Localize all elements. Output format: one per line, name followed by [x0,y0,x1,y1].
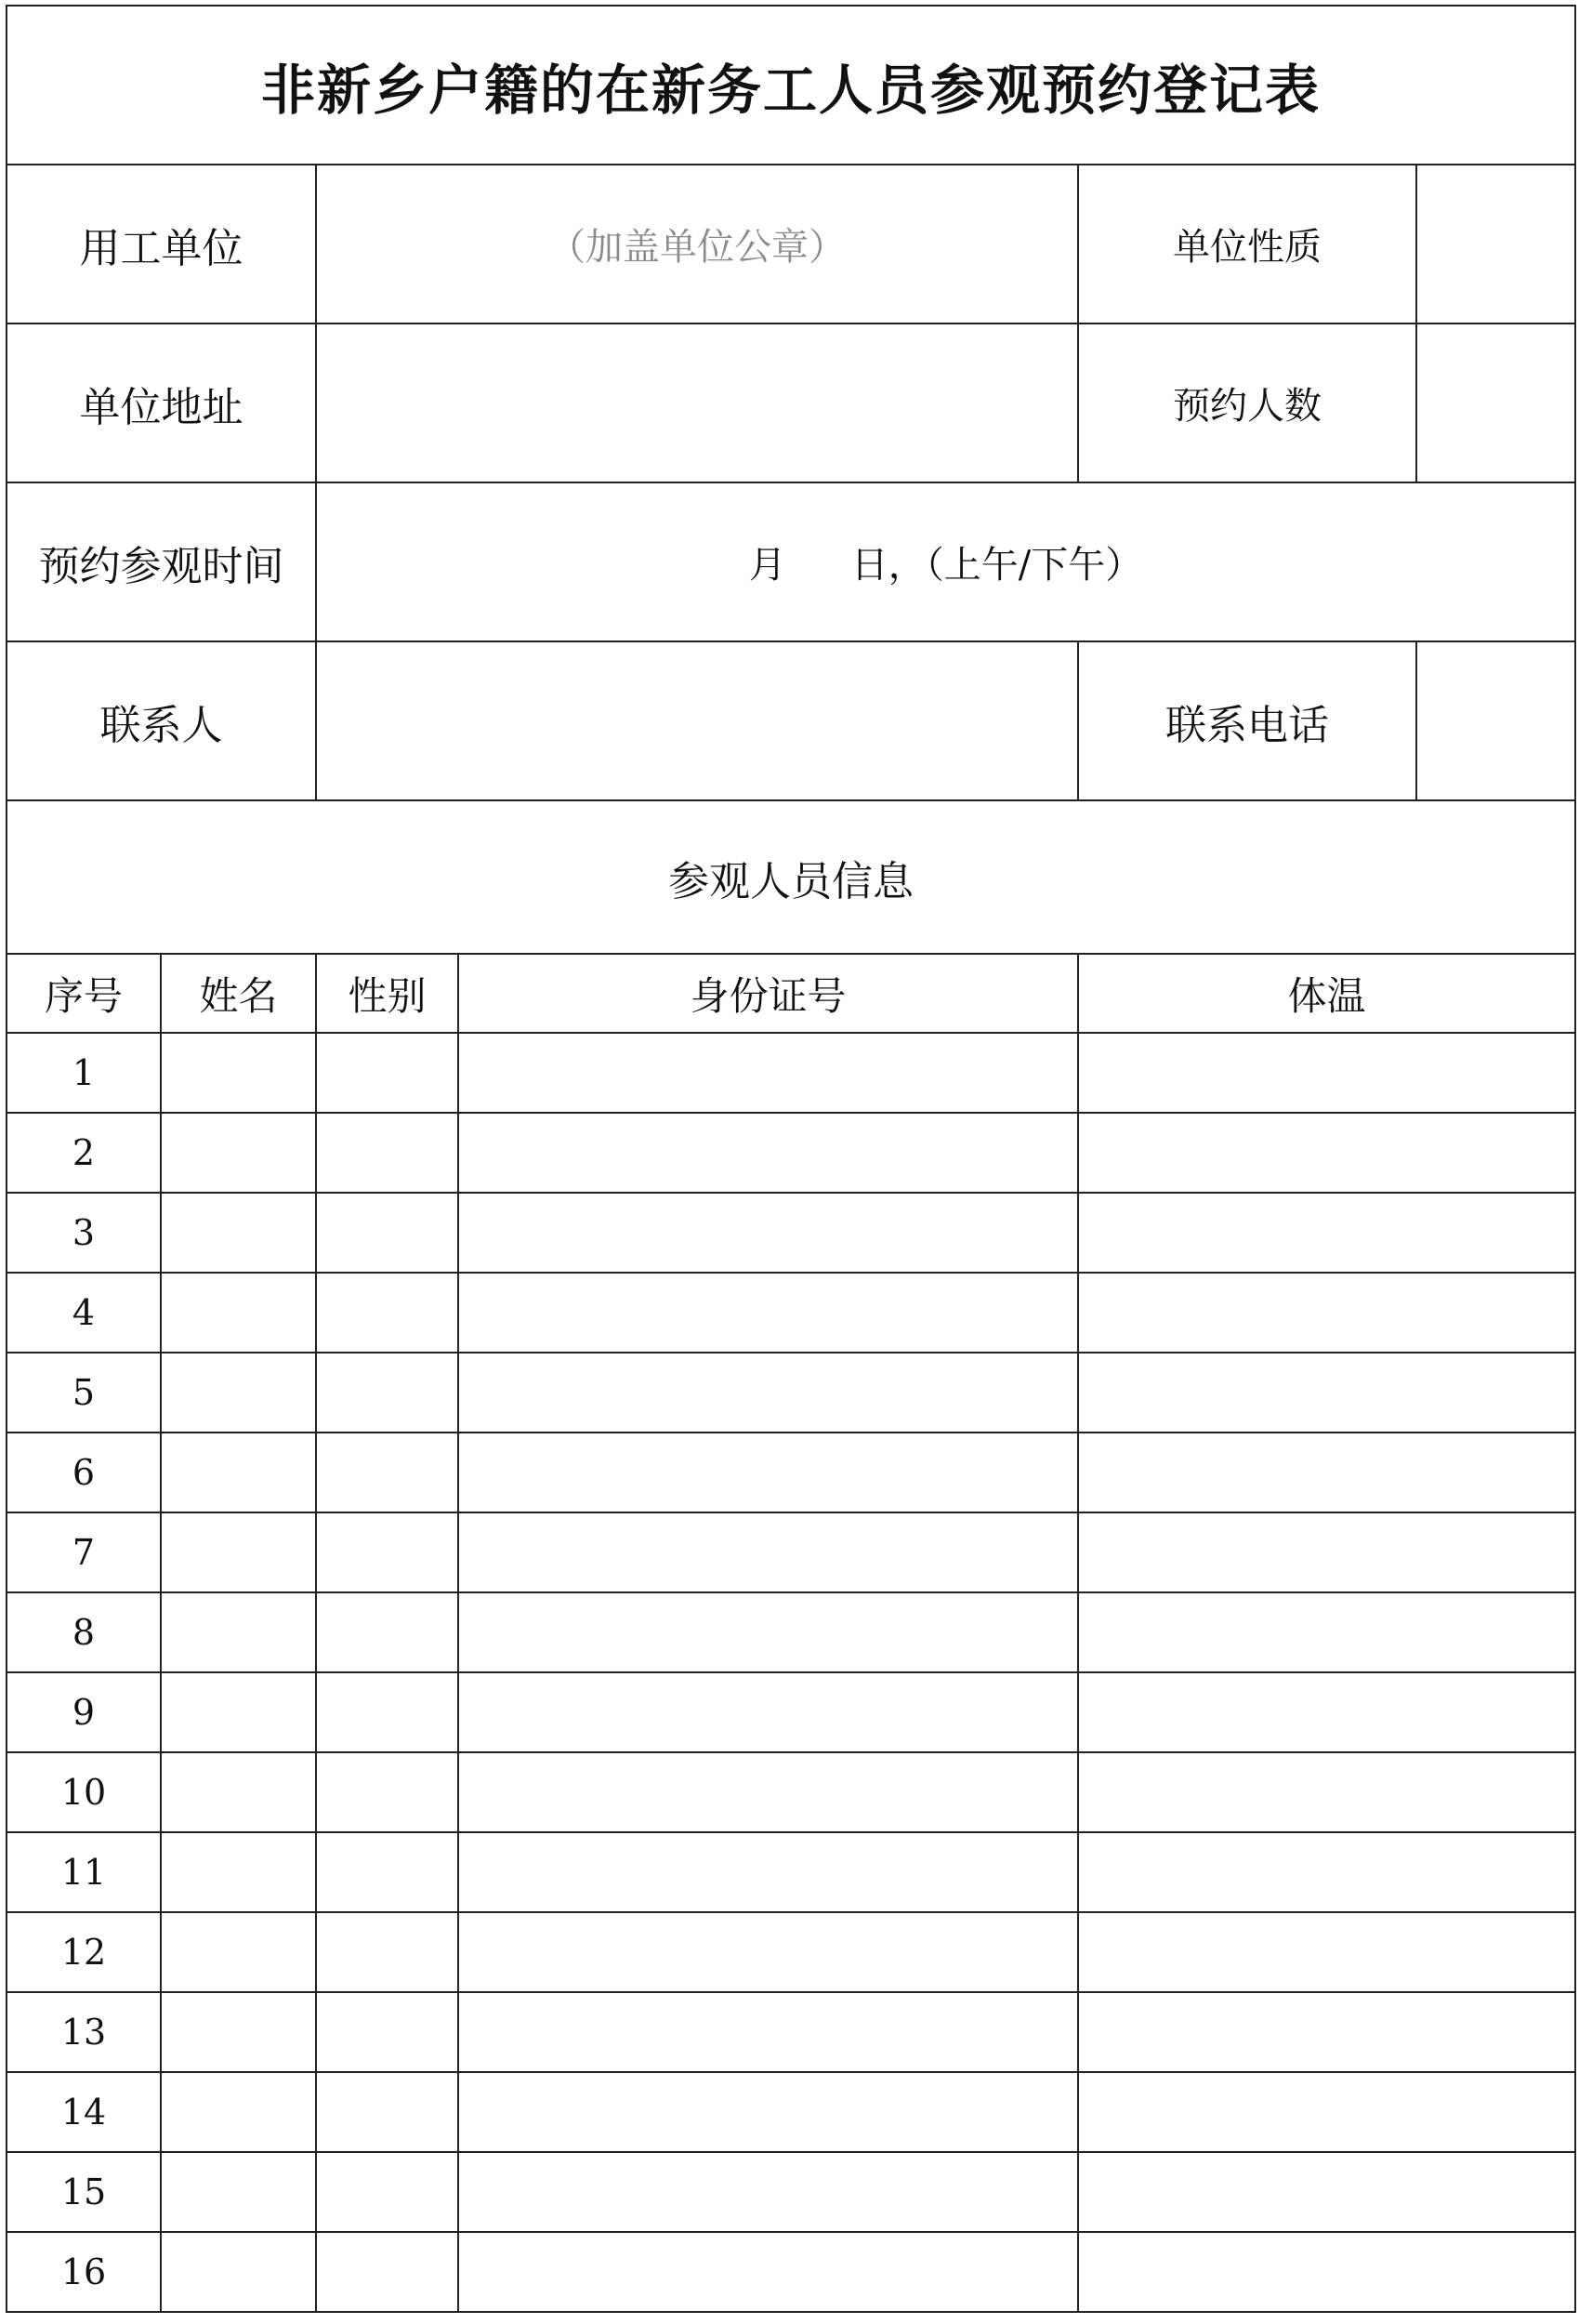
table-row [7,1433,1575,1512]
temperature-field[interactable] [1078,1433,1575,1512]
address-label: 单位地址 [7,324,316,482]
row-index: 6 [7,1433,161,1512]
phone-label: 联系电话 [1079,642,1417,799]
name-field[interactable] [161,1433,316,1512]
contact-field[interactable] [316,641,1078,800]
name-field[interactable] [161,1273,316,1353]
col-header-temperature: 体温 [1078,954,1575,1033]
row-index: 12 [7,1912,161,1992]
gender-field[interactable] [316,1193,458,1273]
table-row [7,1353,1575,1433]
id-number-field[interactable] [458,1353,1078,1433]
id-number-field[interactable] [458,1033,1078,1113]
row-index: 2 [7,1113,161,1193]
row-index: 8 [7,1592,161,1672]
temperature-field[interactable] [1078,1273,1575,1353]
table-row [7,1992,1575,2072]
contact-label: 联系人 [7,641,316,800]
table-row [7,1832,1575,1912]
address-field[interactable] [316,324,1078,482]
gender-field[interactable] [316,2232,458,2312]
phone-field[interactable] [1417,642,1574,799]
form-title: 非新乡户籍的在新务工人员参观预约登记表 [7,6,1575,165]
gender-field[interactable] [316,2152,458,2232]
col-header-gender: 性别 [316,954,458,1033]
id-number-field[interactable] [458,2232,1078,2312]
gender-field[interactable] [316,1113,458,1193]
headcount-cell [1078,324,1575,482]
table-row [7,1113,1575,1193]
table-row [7,1752,1575,1832]
temperature-field[interactable] [1078,1512,1575,1592]
name-field[interactable] [161,1592,316,1672]
table-row [7,1672,1575,1752]
registration-form [6,5,1576,2313]
row-index: 4 [7,1273,161,1353]
table-row [7,1512,1575,1592]
headcount-label: 预约人数 [1079,324,1417,482]
id-number-field[interactable] [458,1113,1078,1193]
headcount-field[interactable] [1417,324,1574,482]
id-number-field[interactable] [458,1912,1078,1992]
id-number-field[interactable] [458,1992,1078,2072]
section-title: 参观人员信息 [7,800,1575,954]
name-field[interactable] [161,2232,316,2312]
id-number-field[interactable] [458,2072,1078,2152]
name-field[interactable] [161,1912,316,1992]
unit-nature-cell [1078,165,1575,324]
row-index: 15 [7,2152,161,2232]
name-field[interactable] [161,1353,316,1433]
row-index: 14 [7,2072,161,2152]
temperature-field[interactable] [1078,1752,1575,1832]
gender-field[interactable] [316,1752,458,1832]
row-index: 1 [7,1033,161,1113]
gender-field[interactable] [316,1512,458,1592]
id-number-field[interactable] [458,1273,1078,1353]
employer-hint: （加盖单位公章） [548,226,846,269]
id-number-field[interactable] [458,1193,1078,1273]
temperature-field[interactable] [1078,1353,1575,1433]
visit-time-field[interactable] [316,482,1575,641]
name-field[interactable] [161,1672,316,1752]
name-field[interactable] [161,1512,316,1592]
name-field[interactable] [161,2152,316,2232]
gender-field[interactable] [316,1992,458,2072]
name-field[interactable] [161,1992,316,2072]
temperature-field[interactable] [1078,1912,1575,1992]
table-row [7,2072,1575,2152]
gender-field[interactable] [316,2072,458,2152]
row-index: 10 [7,1752,161,1832]
id-number-field[interactable] [458,1832,1078,1912]
gender-field[interactable] [316,1832,458,1912]
temperature-field[interactable] [1078,1033,1575,1113]
temperature-field[interactable] [1078,2152,1575,2232]
name-field[interactable] [161,2072,316,2152]
temperature-field[interactable] [1078,1672,1575,1752]
name-field[interactable] [161,1193,316,1273]
table-row [7,1273,1575,1353]
gender-field[interactable] [316,1273,458,1353]
row-index: 11 [7,1832,161,1912]
table-row [7,1193,1575,1273]
employer-field[interactable] [316,165,1078,324]
col-header-index: 序号 [7,954,161,1033]
table-row [7,2152,1575,2232]
table-row [7,1912,1575,1992]
name-field[interactable] [161,1033,316,1113]
row-index: 9 [7,1672,161,1752]
temperature-field[interactable] [1078,1992,1575,2072]
temperature-field[interactable] [1078,2232,1575,2312]
name-field[interactable] [161,1832,316,1912]
temperature-field[interactable] [1078,1592,1575,1672]
id-number-field[interactable] [458,1512,1078,1592]
person-rows [7,1033,1575,2312]
id-number-field[interactable] [458,1672,1078,1752]
col-header-name: 姓名 [161,954,316,1033]
id-number-field[interactable] [458,1592,1078,1672]
col-header-id-number: 身份证号 [458,954,1078,1033]
gender-field[interactable] [316,1433,458,1512]
gender-field[interactable] [316,1592,458,1672]
temperature-field[interactable] [1078,1113,1575,1193]
row-index: 5 [7,1353,161,1433]
temperature-field[interactable] [1078,1193,1575,1273]
visit-time-rest: 日，（上午/下午） [850,544,1143,587]
row-index: 13 [7,1992,161,2072]
table-row [7,1033,1575,1113]
unit-nature-label: 单位性质 [1079,165,1417,323]
visit-time-label: 预约参观时间 [7,482,316,641]
temperature-field[interactable] [1078,2072,1575,2152]
table-row [7,2232,1575,2312]
id-number-field[interactable] [458,2152,1078,2232]
unit-nature-field[interactable] [1417,165,1574,323]
gender-field[interactable] [316,1912,458,1992]
visit-time-month: 月 [748,544,786,587]
phone-cell [1078,641,1575,800]
employer-label: 用工单位 [7,165,316,324]
id-number-field[interactable] [458,1752,1078,1832]
temperature-field[interactable] [1078,1832,1575,1912]
gender-field[interactable] [316,1672,458,1752]
row-index: 16 [7,2232,161,2312]
row-index: 7 [7,1512,161,1592]
name-field[interactable] [161,1113,316,1193]
name-field[interactable] [161,1752,316,1832]
table-row [7,1592,1575,1672]
gender-field[interactable] [316,1033,458,1113]
id-number-field[interactable] [458,1433,1078,1512]
row-index: 3 [7,1193,161,1273]
gender-field[interactable] [316,1353,458,1433]
